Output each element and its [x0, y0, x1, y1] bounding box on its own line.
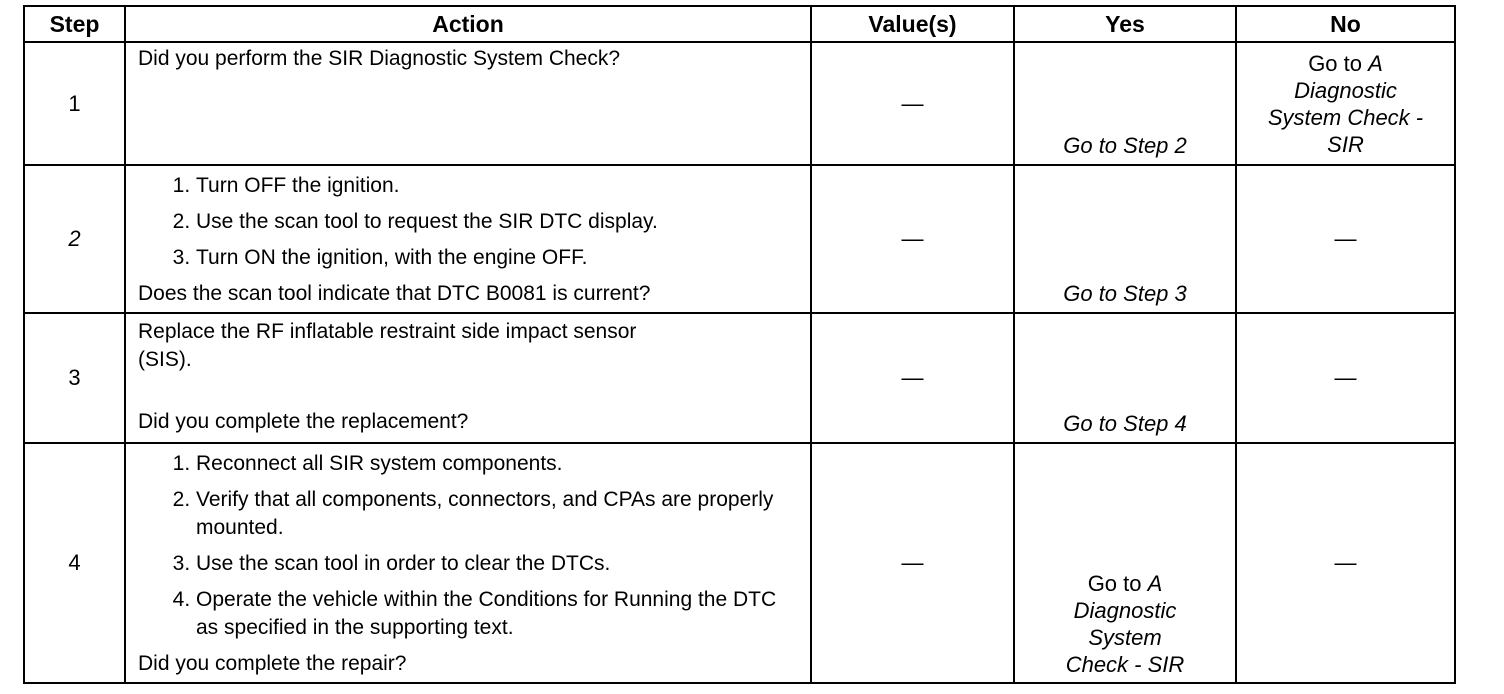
action-steps-list [138, 450, 800, 642]
action-cell [125, 165, 811, 313]
step-number: 4 [24, 443, 125, 683]
value-cell: — [811, 313, 1014, 443]
list-item: 1. Reconnect all SIR system components. [196, 450, 800, 478]
goto-target: A Diagnostic System Check - SIR [1267, 50, 1424, 157]
goto-prefix: Go to [1308, 50, 1362, 76]
value-cell: — [811, 443, 1014, 683]
yes-goto-link[interactable] [1014, 443, 1236, 683]
goto-prefix: Go to [1087, 571, 1142, 596]
yes-goto-link[interactable]: Go to Step 2 [1014, 42, 1236, 165]
no-goto-link[interactable] [1236, 42, 1455, 165]
list-item: 2. Verify that all components, connectors, and CPAs are properly mounted. [196, 486, 800, 542]
step-number: 2 [24, 165, 125, 313]
step-number: 1 [24, 42, 125, 165]
table-row [24, 443, 1455, 683]
header-row [24, 6, 1455, 42]
table-row [24, 313, 1455, 443]
action-steps-list [138, 172, 800, 272]
list-item: 3. Turn ON the ignition, with the engine OFF. [196, 244, 800, 272]
action-text: Replace the RF inflatable restraint side impact sensor (SIS). [138, 320, 637, 371]
table-row [24, 165, 1455, 313]
no-cell: — [1236, 165, 1455, 313]
value-cell: — [811, 42, 1014, 165]
list-item: 2. Use the scan tool to request the SIR DTC display. [196, 208, 800, 236]
list-item: 3. Use the scan tool in order to clear the DTCs. [196, 550, 800, 578]
list-item: 1. Turn OFF the ignition. [196, 172, 800, 200]
action-question: Does the scan tool indicate that DTC B0081 is current? [138, 282, 651, 305]
header-yes: Yes [1014, 6, 1236, 42]
action-cell [125, 313, 811, 443]
header-values: Value(s) [811, 6, 1014, 42]
action-question: Did you complete the repair? [138, 652, 407, 675]
action-cell [125, 42, 811, 165]
diagnostic-table [23, 5, 1456, 684]
goto-target: A Diagnostic System Check - SIR [1065, 571, 1185, 677]
yes-goto-link[interactable]: Go to Step 3 [1014, 165, 1236, 313]
value-cell: — [811, 165, 1014, 313]
no-cell: — [1236, 443, 1455, 683]
step-number: 3 [24, 313, 125, 443]
header-no: No [1236, 6, 1455, 42]
no-cell: — [1236, 313, 1455, 443]
action-text: Did you perform the SIR Diagnostic System Check? [138, 47, 621, 70]
table-row [24, 42, 1455, 165]
action-cell [125, 443, 811, 683]
header-action: Action [125, 6, 811, 42]
action-question: Did you complete the replacement? [138, 410, 469, 433]
yes-goto-link[interactable]: Go to Step 4 [1014, 313, 1236, 443]
header-step: Step [24, 6, 125, 42]
list-item: 4. Operate the vehicle within the Conditions for Running the DTC as specified in the supporting text. [196, 586, 800, 642]
